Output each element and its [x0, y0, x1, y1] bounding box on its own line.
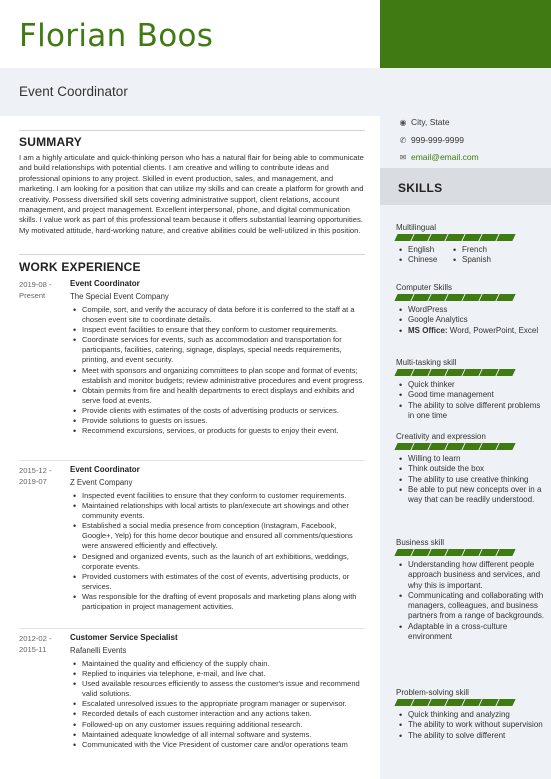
contact-phone: ✆ 999-999-9999 — [399, 135, 464, 145]
contact-email[interactable]: ✉ email@email.com — [399, 152, 479, 162]
skill-level-bar — [396, 549, 546, 556]
job-company: Rafanelli Events — [70, 646, 127, 655]
phone-icon: ✆ — [399, 136, 407, 145]
job-dates: 2015-12 - 2019-07 — [19, 466, 52, 486]
skill-level-segment — [496, 234, 515, 241]
skill-computer: Computer Skills • WordPress • Google Analytics • MS Office: Word, PowerPoint, Excel — [396, 283, 546, 336]
skill-level-segment — [496, 443, 515, 450]
skill-level-segment — [496, 549, 515, 556]
job-divider — [19, 460, 365, 461]
job-bullets: • Inspected event facilities to ensure that they conform to customer requirements. • Maintained relationships with local artists to plan/execute art showings and other community events. • Established a social media presence from conception (Instagram, Facebook, Google+, Yelp) for this home decor boutique and ensured all comments/questions were answered efficiently and effectively. • Designed and organized events, such as the launch of art exhibitions, weddings, corporate events. • Provided customers with estimates of the cost of events, advertising products, or services. • Was responsible for the drafting of event proposals and marketing plans along with participation in project management activities. — [70, 491, 366, 612]
header-accent-block — [380, 0, 551, 68]
skill-level-bar — [396, 294, 546, 301]
job-bullets: • Maintained the quality and efficiency of the supply chain. • Replied to inquiries via telephone, e-mail, and live chat. • Used available resources efficiently to assess the customer's issue and recommend valid solutions. • Escalated unresolved issues to the appropriate program manager or supervisor. • Recorded details of each customer interaction and any actions taken. • Followed-up on any customer issues requiring additional research. • Maintained adequate knowledge of all internal software and systems. • Communicated with the Vice President of customer care and/or operations team — [70, 659, 366, 750]
job-divider — [19, 628, 365, 629]
skill-business: Business skill • Understanding how different people approach business and services, and why this is important. • Communicating and collaborating with managers, colleagues, and business partners from a range of backgrounds. • Adaptable in a cross-culture environment — [396, 538, 546, 642]
skills-header: SKILLS — [380, 168, 551, 205]
skill-creativity: Creativity and expression • Willing to learn • Think outside the box • The ability to use creative thinking • Be able to put new concepts over in a way that can be readily understood. — [396, 432, 546, 505]
job-title: Event Coordinator — [70, 465, 140, 474]
skill-level-segment — [496, 699, 515, 706]
experience-heading: WORK EXPERIENCE — [19, 260, 141, 274]
job-title: Customer Service Specialist — [70, 633, 178, 642]
contact-location: ◉ City, State — [399, 117, 450, 127]
skill-level-segment — [496, 369, 515, 376]
job-dates: 2019-08 - Present — [19, 280, 52, 300]
section-divider — [19, 130, 365, 131]
location-pin-icon: ◉ — [399, 118, 407, 127]
skill-level-bar — [396, 369, 546, 376]
mail-icon: ✉ — [399, 153, 407, 162]
job-dates: 2012-02 - 2015-11 — [19, 634, 52, 654]
section-divider — [19, 254, 365, 255]
job-bullets: • Compile, sort, and verify the accuracy of data before it is conferred to the staff at a chosen event site to coordinate details. • Inspect event facilities to ensure that they conform to customer requirements. • Coordinate services for events, such as accommodation and transportation for participants, facilities, catering, signage, displays, special needs requirements, printing, and event security. • Meet with sponsors and organizing committees to plan scope and format of events; establish and monitor budgets; review administrative procedures and event progress. • Obtain permits from fire and health departments to erect displays and exhibits and serve food at events. • Provide clients with estimates of the costs of advertising products or services. • Provide solutions to guests on issues. • Recommend excursions, services, or products for guests to enjoy their event. — [70, 305, 366, 436]
summary-text: I am a highly articulate and quick-thinking person who has a natural flair for being able to communicate and build relationships with potential clients. I am creative and willing to contribute ideas and professional opinions to any project. Skilled in event production, sales, and management, and marketing. I am looking for a position that can utilize my skills and can create a platform for growth and creativity. Possess diversified skill sets covering administrative support, client relations, account management, and project management. Excellent interpersonal, phone, and digital communication skills. I value work as part of this professional team because it offers substantial learning opportunities. My motivated attitude, hard-working nature, and creative abilities could be well-utilized in this position. — [19, 153, 364, 235]
job-title: Event Coordinator — [19, 84, 128, 99]
summary-heading: SUMMARY — [19, 135, 82, 149]
skill-problem-solving: Problem-solving skill • Quick thinking and analyzing • The ability to work without supervision • The ability to solve different — [396, 688, 546, 741]
skill-level-bar — [396, 443, 546, 450]
job-company: Z Event Company — [70, 478, 133, 487]
job-title: Event Coordinator — [70, 279, 140, 288]
job-company: The Special Event Company — [70, 292, 169, 301]
skill-multilingual: Multilingual • English • French • Chinese • Spanish — [396, 223, 546, 266]
skill-multitasking: Multi-tasking skill • Quick thinker • Good time management • The ability to solve different problems in one time — [396, 358, 546, 421]
candidate-name: Florian Boos — [19, 18, 214, 54]
skill-level-segment — [496, 294, 515, 301]
skill-level-bar — [396, 234, 546, 241]
skill-level-bar — [396, 699, 546, 706]
